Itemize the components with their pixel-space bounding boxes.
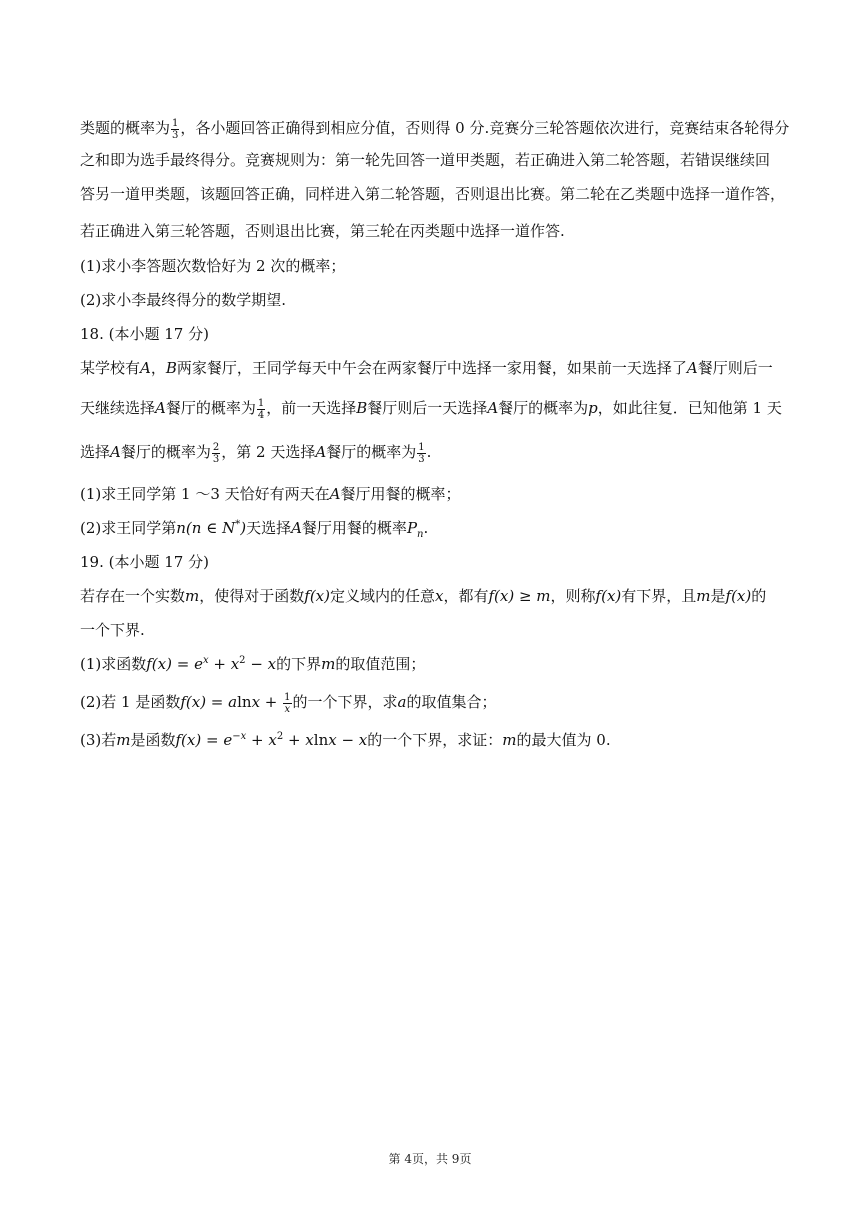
text: 的 — [751, 587, 767, 605]
text: 的下界 — [276, 655, 322, 673]
text: 若正确进入第三轮答题，否则退出比赛，第三轮在丙类题中选择一道作答. — [80, 222, 565, 240]
fraction-denominator: x — [284, 703, 291, 715]
math-expression: − x — [245, 655, 277, 673]
text: 选择 — [80, 443, 111, 461]
math-expression: f(x) = e — [146, 655, 203, 673]
math-var: A — [291, 519, 302, 537]
math-var: B — [356, 399, 368, 417]
question-17-part-1 — [80, 255, 780, 277]
text: 餐厅用餐的概率 — [301, 519, 407, 537]
math-superscript: * — [235, 519, 241, 530]
math-var: A — [329, 485, 341, 503]
fraction-numerator: 2 — [212, 441, 220, 453]
text: 天继续选择 — [80, 399, 156, 417]
question-19-heading — [80, 551, 780, 573]
text: 一个下界. — [80, 621, 145, 639]
text: 定义域内的任意 — [329, 587, 435, 605]
fraction-numerator: 1 — [172, 117, 179, 129]
math-var: A — [155, 399, 166, 417]
text: ，则称 — [550, 587, 596, 605]
math-expression: f(x) — [595, 587, 622, 605]
math-expression: f(x) ≥ m — [488, 587, 551, 605]
math-expression: x + — [251, 693, 283, 711]
text: (1)求王同学第 1 ～3 天恰好有两天在 — [80, 485, 330, 503]
math-function: ln — [313, 731, 329, 749]
math-var: m — [321, 655, 336, 673]
text: 餐厅用餐的概率； — [340, 485, 461, 503]
text: 餐厅的概率为 — [498, 399, 589, 417]
text: 餐厅的概率为 — [120, 443, 211, 461]
question-17-part-2 — [80, 289, 780, 311]
text: 餐厅的概率为 — [326, 443, 417, 461]
fraction-denominator: 4 — [257, 409, 265, 421]
text: (2)若 1 是函数 — [80, 693, 181, 711]
text: ，如此往复．已知他第 1 天 — [597, 399, 782, 417]
math-var: A — [140, 359, 151, 377]
math-var: P — [406, 519, 418, 537]
text: (1)求函数 — [80, 655, 147, 673]
fraction — [283, 692, 291, 715]
paragraph-line — [80, 183, 786, 205]
text: 是 — [710, 587, 726, 605]
math-var: m — [502, 731, 517, 749]
math-expression: n(n ∈ N — [176, 519, 236, 537]
question-19-part-1 — [80, 653, 780, 675]
text: 餐厅则后一 — [697, 359, 773, 377]
math-var: m — [185, 587, 200, 605]
fraction — [417, 442, 425, 465]
math-expression: x − x — [328, 731, 368, 749]
text: ，各小题回答正确得到相应分值，否则得 0 分.竞赛分三轮答题依次进行，竞赛结束各轮得分 — [180, 119, 790, 137]
math-superscript: 2 — [276, 731, 284, 742]
math-expression: f(x) — [725, 587, 752, 605]
math-expression: + x — [283, 731, 314, 749]
text: ，都有 — [443, 587, 489, 605]
text: ，使得对于函数 — [199, 587, 305, 605]
text: 的取值范围； — [335, 655, 426, 673]
text: 的取值集合； — [406, 693, 497, 711]
math-var: m — [116, 731, 131, 749]
paragraph-line — [80, 117, 790, 141]
text: ， — [150, 359, 166, 377]
math-superscript: 2 — [239, 655, 246, 666]
text: 餐厅则后一天选择 — [367, 399, 488, 417]
math-function: ln — [237, 693, 252, 711]
math-expression: f(x) = a — [180, 693, 238, 711]
text: 是函数 — [130, 731, 176, 749]
question-19-line-2 — [80, 619, 780, 641]
fraction-numerator: 1 — [418, 441, 425, 453]
text: (1)求小李答题次数恰好为 2 次的概率； — [80, 257, 346, 275]
paragraph-line — [80, 220, 780, 242]
math-var: A — [487, 399, 499, 417]
math-var: x — [435, 587, 444, 605]
math-superscript: x — [202, 655, 209, 666]
question-18-line-2 — [80, 397, 780, 421]
math-var: A — [110, 443, 121, 461]
question-19-part-3 — [80, 729, 780, 751]
text: 的一个下界，求证： — [367, 731, 503, 749]
fraction-denominator: 3 — [418, 453, 425, 465]
fraction — [212, 442, 220, 465]
fraction-denominator: 3 — [172, 129, 179, 141]
question-19-part-2 — [80, 691, 780, 715]
fraction — [171, 118, 179, 141]
question-18-part-1 — [80, 483, 780, 505]
math-var: m — [696, 587, 711, 605]
fraction — [257, 398, 265, 421]
question-18-line-3 — [80, 441, 780, 465]
text: 之和即为选手最终得分。竞赛规则为：第一轮先回答一道甲类题，若正确进入第二轮答题，若错误继续回 — [80, 151, 771, 169]
math-var: B — [165, 359, 177, 377]
question-19-line-1 — [80, 585, 780, 607]
fraction-numerator: 1 — [284, 691, 291, 703]
math-superscript: −x — [232, 731, 247, 742]
math-var: A — [315, 443, 327, 461]
text: 的最大值为 0. — [516, 731, 611, 749]
math-expression: ) — [240, 519, 247, 537]
text: . — [423, 519, 429, 537]
math-var: a — [397, 693, 407, 711]
text: 若存在一个实数 — [80, 587, 186, 605]
page-footer: 第 4页，共 9页 — [388, 1152, 472, 1166]
fraction-denominator: 3 — [212, 453, 220, 465]
text: (3)若 — [80, 731, 117, 749]
paragraph-line — [80, 149, 780, 171]
text: 天选择 — [246, 519, 292, 537]
math-var: A — [686, 359, 698, 377]
text: 的一个下界，求 — [292, 693, 398, 711]
text: . — [426, 443, 432, 461]
text: ，前一天选择 — [266, 399, 357, 417]
question-18-line-1 — [80, 357, 780, 379]
math-var: p — [588, 399, 598, 417]
text: ，第 2 天选择 — [221, 443, 316, 461]
text: 类题的概率为 — [80, 119, 171, 137]
question-18-part-2 — [80, 517, 780, 539]
text: 两家餐厅，王同学每天中午会在两家餐厅中选择一家用餐，如果前一天选择了 — [176, 359, 687, 377]
text: 答另一道甲类题，该题回答正确，同样进入第二轮答题，否则退出比赛。第二轮在乙类题中选择一道作答， — [80, 185, 786, 203]
math-expression: f(x) = e — [175, 731, 233, 749]
text: 18. (本小题 17 分) — [80, 325, 209, 343]
math-expression: f(x) — [304, 587, 330, 605]
text: 餐厅的概率为 — [165, 399, 256, 417]
fraction-numerator: 1 — [257, 397, 265, 409]
text: 有下界，且 — [621, 587, 697, 605]
math-expression: + x — [246, 731, 277, 749]
math-expression: + x — [208, 655, 240, 673]
text: 19. (本小题 17 分) — [80, 553, 209, 571]
text: 某学校有 — [80, 359, 141, 377]
question-18-heading — [80, 323, 780, 345]
text: (2)求王同学第 — [80, 519, 177, 537]
text: (2)求小李最终得分的数学期望. — [80, 291, 287, 309]
math-subscript: n — [417, 529, 424, 540]
